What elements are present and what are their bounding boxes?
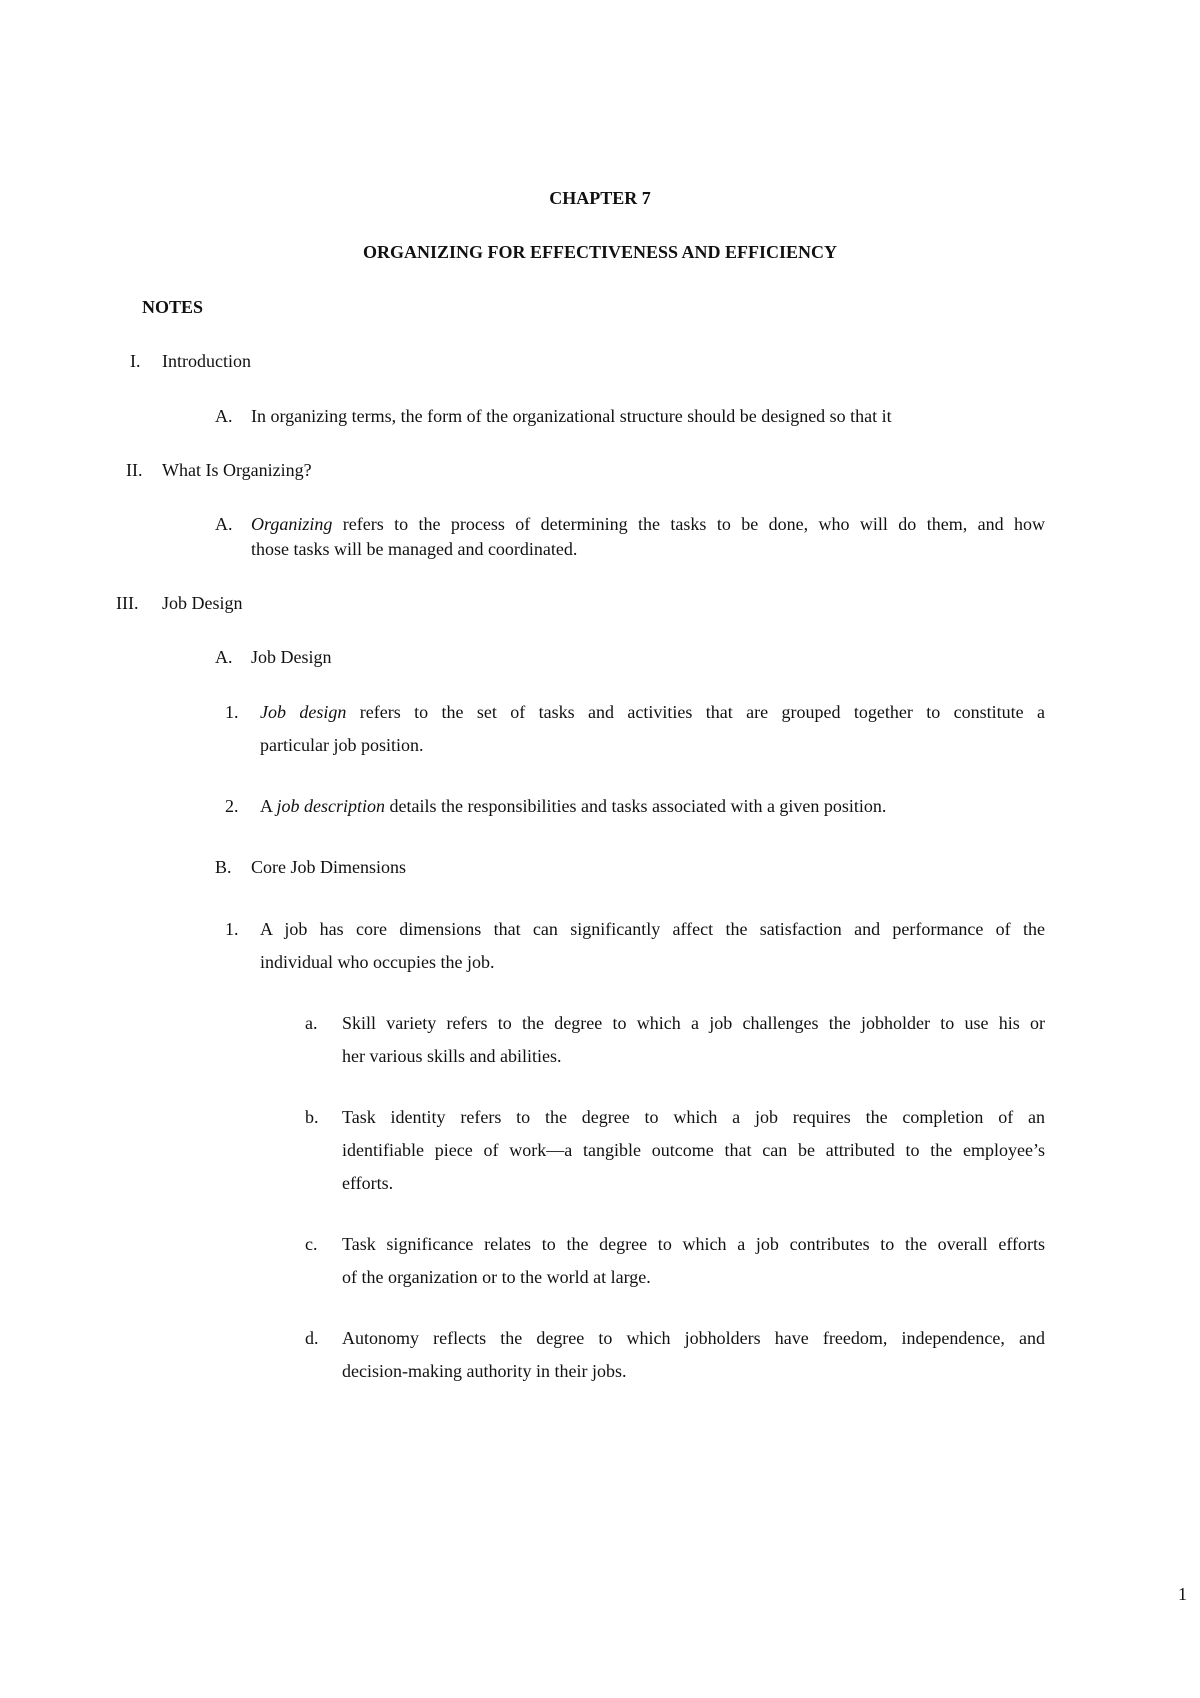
section-title: Job Design bbox=[162, 593, 243, 613]
item-text-line: individual who occupies the job. bbox=[260, 952, 495, 972]
subitem-text-line: Autonomy reflects the degree to which jobholders have freedom, independence, and bbox=[342, 1328, 1045, 1348]
item-letter: A. bbox=[215, 514, 233, 534]
notes-heading: NOTES bbox=[142, 297, 204, 317]
item-letter: A. bbox=[215, 647, 233, 667]
item-letter: A. bbox=[215, 406, 233, 426]
item-text-line: particular job position. bbox=[260, 735, 424, 755]
subitem-marker: d. bbox=[305, 1328, 319, 1348]
subitem-text-line: of the organization or to the world at large. bbox=[342, 1267, 651, 1287]
section-title: What Is Organizing? bbox=[162, 460, 312, 480]
section-numeral: I. bbox=[130, 351, 141, 371]
item-text-line: those tasks will be managed and coordinated. bbox=[251, 539, 578, 559]
item-letter: B. bbox=[215, 857, 232, 877]
page-number: 1 bbox=[1178, 1584, 1187, 1604]
item-text-line: A job description details the responsibilities and tasks associated with a given position. bbox=[260, 796, 887, 816]
subitem-text-line: identifiable piece of work—a tangible outcome that can be attributed to the employee’s bbox=[342, 1140, 1045, 1160]
chapter-title: ORGANIZING FOR EFFECTIVENESS AND EFFICIENCY bbox=[362, 242, 838, 262]
defined-term: Organizing bbox=[251, 514, 333, 534]
item-text: In organizing terms, the form of the organizational structure should be designed so that it bbox=[251, 406, 892, 426]
item-number: 1. bbox=[225, 919, 239, 939]
subitem-text-line: Task significance relates to the degree to which a job contributes to the overall efforts bbox=[342, 1234, 1045, 1254]
section-numeral: III. bbox=[116, 593, 139, 613]
subitem-text-line: decision-making authority in their jobs. bbox=[342, 1361, 627, 1381]
item-text-line: Organizing refers to the process of determining the tasks to be done, who will do them, and how bbox=[251, 514, 1045, 534]
item-number: 1. bbox=[225, 702, 239, 722]
chapter-heading: CHAPTER 7 bbox=[549, 188, 651, 208]
item-text-line: A job has core dimensions that can significantly affect the satisfaction and performance of the bbox=[260, 919, 1045, 939]
subitem-text-line: her various skills and abilities. bbox=[342, 1046, 562, 1066]
section-title: Introduction bbox=[162, 351, 251, 371]
subitem-marker: a. bbox=[305, 1013, 318, 1033]
item-title: Core Job Dimensions bbox=[251, 857, 406, 877]
subitem-marker: c. bbox=[305, 1234, 318, 1254]
subitem-text-line: Task identity refers to the degree to which a job requires the completion of an bbox=[342, 1107, 1045, 1127]
subitem-text-line: efforts. bbox=[342, 1173, 394, 1193]
section-numeral: II. bbox=[126, 460, 143, 480]
item-text-line: Job design refers to the set of tasks and activities that are grouped together to constitute a bbox=[260, 702, 1046, 722]
subitem-marker: b. bbox=[305, 1107, 319, 1127]
subitem-text-line: Skill variety refers to the degree to which a job challenges the jobholder to use his or bbox=[342, 1013, 1045, 1033]
defined-term: Job design bbox=[260, 702, 347, 722]
item-title: Job Design bbox=[251, 647, 332, 667]
defined-term: job description bbox=[276, 796, 386, 816]
item-number: 2. bbox=[225, 796, 239, 816]
